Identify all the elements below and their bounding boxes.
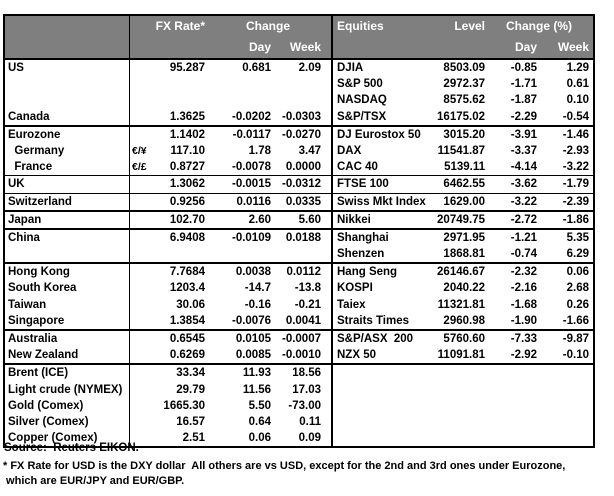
fx-week-change-cell: 0.0188: [285, 231, 321, 244]
currency-pair-cell: [130, 212, 152, 228]
equity-day-change-cell: -7.33: [510, 333, 537, 345]
fx-week-change-cell: 0.09: [298, 432, 321, 445]
header-symbol-spacer: [130, 16, 152, 37]
fx-rate-cell: 30.06: [176, 298, 205, 311]
equity-week-change-cell: -0.10: [562, 349, 589, 362]
fx-name-cell: Gold (Comex): [5, 398, 130, 414]
currency-pair-cell: [130, 264, 152, 280]
equity-name-cell: [331, 382, 435, 398]
equity-name-cell: DJIA: [331, 60, 435, 76]
fx-name-cell: Copper (Comex): [5, 430, 130, 446]
equity-day-change-cell: -2.92: [510, 349, 537, 362]
currency-pair-cell: [130, 365, 152, 381]
source-line: Source: Reuters EIKON.: [4, 442, 139, 454]
fx-week-change-cell: 18.56: [292, 367, 321, 380]
fx-week-change-cell: 2.09: [298, 62, 321, 74]
equity-week-change-cell: 0.26: [566, 298, 589, 311]
table-row: [5, 264, 593, 280]
fx-week-change-cell: 3.47: [298, 144, 321, 157]
table-row: [5, 230, 593, 246]
fx-rate-cell: 33.34: [176, 367, 205, 380]
fx-name-cell: [5, 246, 130, 262]
fx-day-change-cell: 0.0116: [236, 195, 271, 208]
footnote-line-1: * FX Rate for USD is the DXY dollar All others are vs USD, except for the 2nd and 3rd ones under Eurozone,: [3, 460, 566, 472]
equity-level-cell: 8575.62: [443, 94, 485, 107]
fx-day-change-cell: 0.681: [242, 62, 271, 74]
equity-day-change-cell: -1.87: [510, 94, 537, 107]
header-fx-rate: FX Rate*: [155, 19, 205, 33]
currency-pair-cell: [130, 297, 152, 313]
header-fx-week: Week: [289, 40, 321, 54]
equity-level-cell: 2971.95: [443, 231, 485, 244]
fx-week-change-cell: -0.0010: [281, 349, 321, 362]
fx-rate-cell: 1.3854: [169, 314, 205, 327]
equity-name-cell: Shenzen: [331, 246, 435, 262]
fx-rate-cell: 6.9408: [169, 231, 205, 244]
currency-pair-cell: [130, 398, 152, 414]
equity-level-cell: 11541.87: [437, 144, 485, 157]
fx-week-change-cell: 5.60: [298, 213, 321, 226]
fx-name-cell: Singapore: [5, 313, 130, 329]
header-equities-spacer: [331, 37, 485, 58]
equity-level-cell: 2960.98: [443, 314, 485, 327]
equity-name-cell: DAX: [331, 143, 435, 159]
currency-pair-cell: [130, 313, 152, 329]
equity-day-change-cell: -0.74: [510, 248, 537, 261]
equity-level-cell: [435, 414, 485, 430]
fx-week-change-cell: -73.00: [288, 399, 321, 412]
currency-pair-cell: [130, 76, 152, 92]
fx-day-change-cell: 1.78: [248, 144, 271, 157]
fx-day-change-cell: [205, 246, 271, 262]
header-equity-week: Week: [557, 40, 589, 54]
equity-level-cell: [435, 382, 485, 398]
fx-day-change-cell: -0.0078: [231, 161, 271, 174]
footnote-line-2: which are EUR/JPY and EUR/GBP.: [3, 475, 185, 487]
fx-day-change-cell: [205, 92, 271, 108]
fx-day-change-cell: 5.50: [248, 399, 271, 412]
fx-rate-cell: 1203.4: [169, 282, 205, 295]
fx-rate-cell: 1.3625: [169, 110, 205, 123]
fx-rate-cell: 1.1402: [169, 128, 205, 141]
currency-pair-cell: [130, 331, 152, 347]
fx-name-cell: Light crude (NYMEX): [5, 382, 130, 398]
equity-name-cell: NASDAQ: [331, 92, 435, 108]
fx-week-change-cell: 0.11: [299, 415, 321, 428]
fx-name-cell: Eurozone: [5, 127, 130, 143]
equity-day-change-cell: [485, 414, 537, 430]
fx-week-change-cell: -0.0270: [281, 128, 321, 141]
fx-week-change-cell: [271, 246, 331, 262]
table-row: [5, 109, 593, 127]
header-change-pct: Change (%): [506, 19, 572, 33]
fx-day-change-cell: -0.0117: [232, 128, 271, 141]
fx-name-cell: Hong Kong: [5, 264, 130, 280]
equity-day-change-cell: -2.29: [510, 110, 537, 123]
fx-name-cell: [5, 92, 130, 108]
currency-pair-cell: [130, 109, 152, 125]
fx-week-change-cell: -13.8: [294, 282, 321, 295]
equity-day-change-cell: [485, 382, 537, 398]
fx-day-change-cell: -0.16: [244, 298, 271, 311]
header-blank-cell: [5, 16, 130, 37]
equity-level-cell: 20749.75: [437, 213, 485, 226]
equity-name-cell: [331, 398, 435, 414]
equity-week-change-cell: 1.29: [566, 62, 589, 74]
equity-level-cell: 11091.81: [437, 349, 485, 362]
equity-day-change-cell: [485, 430, 537, 446]
fx-week-change-cell: -0.0303: [281, 110, 321, 123]
fx-rate-cell: 2.51: [182, 432, 205, 445]
table-row: [5, 347, 593, 365]
fx-rate-cell: [152, 76, 205, 92]
fx-day-change-cell: -14.7: [244, 282, 271, 295]
table-header: [5, 16, 593, 60]
equity-week-change-cell: 0.61: [566, 78, 589, 91]
equity-level-cell: 5139.11: [444, 161, 485, 174]
equity-name-cell: [331, 430, 435, 446]
fx-day-change-cell: 0.64: [248, 415, 271, 428]
equity-week-change-cell: -3.22: [562, 161, 589, 174]
currency-pair-cell: [130, 280, 152, 296]
fx-week-change-cell: 0.0112: [286, 266, 321, 279]
fx-day-change-cell: 0.06: [248, 432, 271, 445]
equity-week-change-cell: 6.29: [566, 248, 589, 261]
table-row: [5, 414, 593, 430]
equity-week-change-cell: -2.39: [562, 195, 589, 208]
fx-day-change-cell: 0.0038: [235, 266, 271, 279]
equity-level-cell: 2972.37: [443, 78, 485, 91]
table-row: [5, 382, 593, 398]
currency-pair-cell: €/¥: [132, 144, 147, 157]
equity-week-change-cell: 0.10: [566, 94, 589, 107]
fx-rate-cell: 0.9256: [169, 195, 205, 208]
table-row: [5, 365, 593, 381]
equity-day-change-cell: -3.37: [510, 144, 537, 157]
fx-week-change-cell: -0.21: [294, 298, 321, 311]
table-row: [5, 280, 593, 296]
header-change: Change: [245, 19, 290, 33]
equity-name-cell: CAC 40: [331, 159, 435, 175]
equity-week-change-cell: -1.86: [562, 213, 589, 226]
fx-day-change-cell: -0.0076: [231, 314, 271, 327]
header-level: Level: [454, 19, 485, 33]
equity-level-cell: [435, 398, 485, 414]
equity-day-change-cell: -3.62: [510, 178, 537, 191]
fx-week-change-cell: 0.0335: [285, 195, 321, 208]
fx-name-cell: Brent (ICE): [5, 365, 130, 381]
header-fx-day: Day: [248, 40, 271, 54]
equity-day-change-cell: [485, 365, 537, 381]
fx-rate-cell: 117.10: [170, 144, 205, 157]
equity-level-cell: 11321.81: [437, 298, 485, 311]
currency-pair-cell: [130, 92, 152, 108]
equity-day-change-cell: -1.21: [510, 231, 537, 244]
currency-pair-cell: [130, 194, 152, 210]
equity-level-cell: 6462.55: [443, 178, 485, 191]
currency-pair-cell: €/£: [132, 161, 147, 174]
equity-name-cell: S&P/TSX: [331, 109, 435, 125]
equity-week-change-cell: [537, 382, 593, 398]
currency-pair-cell: [130, 127, 152, 143]
equity-level-cell: 5760.60: [443, 333, 485, 345]
equity-day-change-cell: -2.32: [510, 266, 537, 279]
equity-week-change-cell: -1.46: [562, 128, 589, 141]
fx-name-cell: Germany: [5, 143, 130, 159]
fx-day-change-cell: 11.56: [242, 383, 271, 396]
fx-rate-cell: 102.70: [169, 213, 205, 226]
equity-level-cell: [435, 365, 485, 381]
fx-day-change-cell: 0.0105: [235, 333, 271, 345]
equity-name-cell: S&P 500: [331, 76, 435, 92]
equity-day-change-cell: -2.72: [510, 213, 537, 226]
currency-pair-cell: [130, 176, 152, 192]
fx-rate-cell: 16.57: [176, 415, 205, 428]
fx-name-cell: New Zealand: [5, 347, 130, 363]
currency-pair-cell: [130, 230, 152, 246]
equity-week-change-cell: -1.66: [562, 314, 589, 327]
currency-pair-cell: [130, 347, 152, 363]
equity-name-cell: Straits Times: [331, 313, 435, 329]
fx-rate-cell: 0.6269: [169, 349, 205, 362]
equity-name-cell: Shanghai: [331, 230, 435, 246]
header-spacer: [130, 37, 205, 58]
equity-week-change-cell: [537, 365, 593, 381]
fx-rate-cell: 1.3062: [169, 178, 205, 191]
fx-rate-cell: 0.6545: [169, 333, 205, 345]
equity-name-cell: KOSPI: [331, 280, 435, 296]
equity-week-change-cell: 0.06: [566, 266, 589, 279]
fx-day-change-cell: 2.60: [248, 213, 271, 226]
fx-name-cell: US: [5, 60, 130, 76]
equity-level-cell: 1868.81: [443, 248, 485, 261]
fx-rate-cell: [152, 92, 205, 108]
fx-day-change-cell: 11.93: [242, 367, 271, 380]
currency-pair-cell: [130, 382, 152, 398]
fx-week-change-cell: -0.0312: [281, 178, 321, 191]
table-row: [5, 212, 593, 230]
equity-name-cell: [331, 365, 435, 381]
equity-level-cell: 26146.67: [437, 266, 485, 279]
equity-level-cell: 2040.22: [443, 282, 485, 295]
fx-name-cell: South Korea: [5, 280, 130, 296]
header-equities: Equities: [331, 16, 435, 37]
fx-name-cell: [5, 76, 130, 92]
currency-pair-cell: [130, 246, 152, 262]
equity-day-change-cell: -1.68: [510, 298, 537, 311]
table-row: [5, 313, 593, 331]
fx-rate-cell: [152, 246, 205, 262]
equity-name-cell: [331, 414, 435, 430]
fx-name-cell: Canada: [5, 109, 130, 125]
table-row: [5, 143, 593, 159]
fx-name-cell: Silver (Comex): [5, 414, 130, 430]
fx-day-change-cell: -0.0202: [231, 110, 271, 123]
table-row: [5, 194, 593, 212]
equity-day-change-cell: -1.90: [510, 314, 537, 327]
fx-name-cell: China: [5, 230, 130, 246]
equity-name-cell: NZX 50: [331, 347, 435, 363]
fx-name-cell: UK: [5, 176, 130, 192]
equity-week-change-cell: 5.35: [566, 231, 589, 244]
fx-rate-cell: 29.79: [176, 383, 205, 396]
table-row: [5, 331, 593, 347]
fx-rate-cell: 7.7684: [169, 266, 205, 279]
table-row: [5, 398, 593, 414]
equity-name-cell: Nikkei: [331, 212, 435, 228]
equity-day-change-cell: -0.85: [510, 62, 537, 74]
equity-level-cell: 16175.02: [437, 110, 485, 123]
header-equity-day: Day: [514, 40, 537, 54]
fx-week-change-cell: [271, 76, 331, 92]
equity-week-change-cell: -0.54: [562, 110, 589, 123]
currency-pair-cell: [130, 60, 152, 76]
equity-name-cell: S&P/ASX 200: [331, 331, 435, 347]
equity-day-change-cell: -3.22: [510, 195, 537, 208]
table-row: [5, 127, 593, 143]
fx-name-cell: Taiwan: [5, 297, 130, 313]
equity-week-change-cell: 2.68: [566, 282, 589, 295]
equity-level-cell: [435, 430, 485, 446]
table-row: [5, 60, 593, 76]
equity-name-cell: FTSE 100: [331, 176, 435, 192]
fx-day-change-cell: -0.0015: [231, 178, 271, 191]
fx-day-change-cell: [205, 76, 271, 92]
fx-name-cell: Japan: [5, 212, 130, 228]
fx-week-change-cell: [271, 92, 331, 108]
equity-day-change-cell: -2.16: [510, 282, 537, 295]
fx-rate-cell: 95.287: [169, 62, 205, 74]
table-row: [5, 92, 593, 108]
equity-level-cell: 3015.20: [443, 128, 485, 141]
fx-rate-cell: 0.8727: [169, 161, 205, 174]
table-row: [5, 176, 593, 193]
fx-week-change-cell: 17.03: [292, 383, 321, 396]
market-summary-table: [3, 14, 595, 448]
currency-pair-cell: [130, 414, 152, 430]
equity-level-cell: 1629.00: [443, 195, 485, 208]
equity-week-change-cell: [537, 398, 593, 414]
equity-day-change-cell: -3.91: [510, 128, 537, 141]
equity-level-cell: 8503.09: [443, 62, 485, 74]
table-row: [5, 159, 593, 176]
fx-day-change-cell: 0.0085: [235, 349, 271, 362]
table-body: [5, 60, 593, 446]
header-blank-cell-2: [5, 37, 130, 58]
table-row: [5, 76, 593, 92]
table-row: [5, 297, 593, 313]
equity-week-change-cell: [537, 430, 593, 446]
table-row: [5, 246, 593, 264]
equity-day-change-cell: -4.14: [510, 161, 537, 174]
equity-name-cell: Swiss Mkt Index: [331, 194, 435, 210]
equity-week-change-cell: -1.79: [562, 178, 589, 191]
fx-day-change-cell: -0.0109: [231, 231, 271, 244]
equity-name-cell: Taiex: [331, 297, 435, 313]
equity-week-change-cell: -2.93: [562, 144, 589, 157]
fx-name-cell: Australia: [5, 331, 130, 347]
header-row-1: [5, 16, 593, 37]
fx-rate-cell: 1665.30: [163, 399, 205, 412]
fx-week-change-cell: -0.0007: [281, 333, 321, 345]
fx-week-change-cell: 0.0041: [285, 314, 321, 327]
header-row-2: [5, 37, 593, 58]
fx-week-change-cell: 0.0000: [285, 161, 321, 174]
equity-week-change-cell: -9.87: [562, 333, 589, 345]
equity-day-change-cell: -1.71: [510, 78, 537, 91]
equity-day-change-cell: [485, 398, 537, 414]
equity-name-cell: DJ Eurostox 50: [331, 127, 435, 143]
fx-name-cell: France: [5, 159, 130, 175]
fx-name-cell: Switzerland: [5, 194, 130, 210]
equity-name-cell: Hang Seng: [331, 264, 435, 280]
equity-week-change-cell: [537, 414, 593, 430]
